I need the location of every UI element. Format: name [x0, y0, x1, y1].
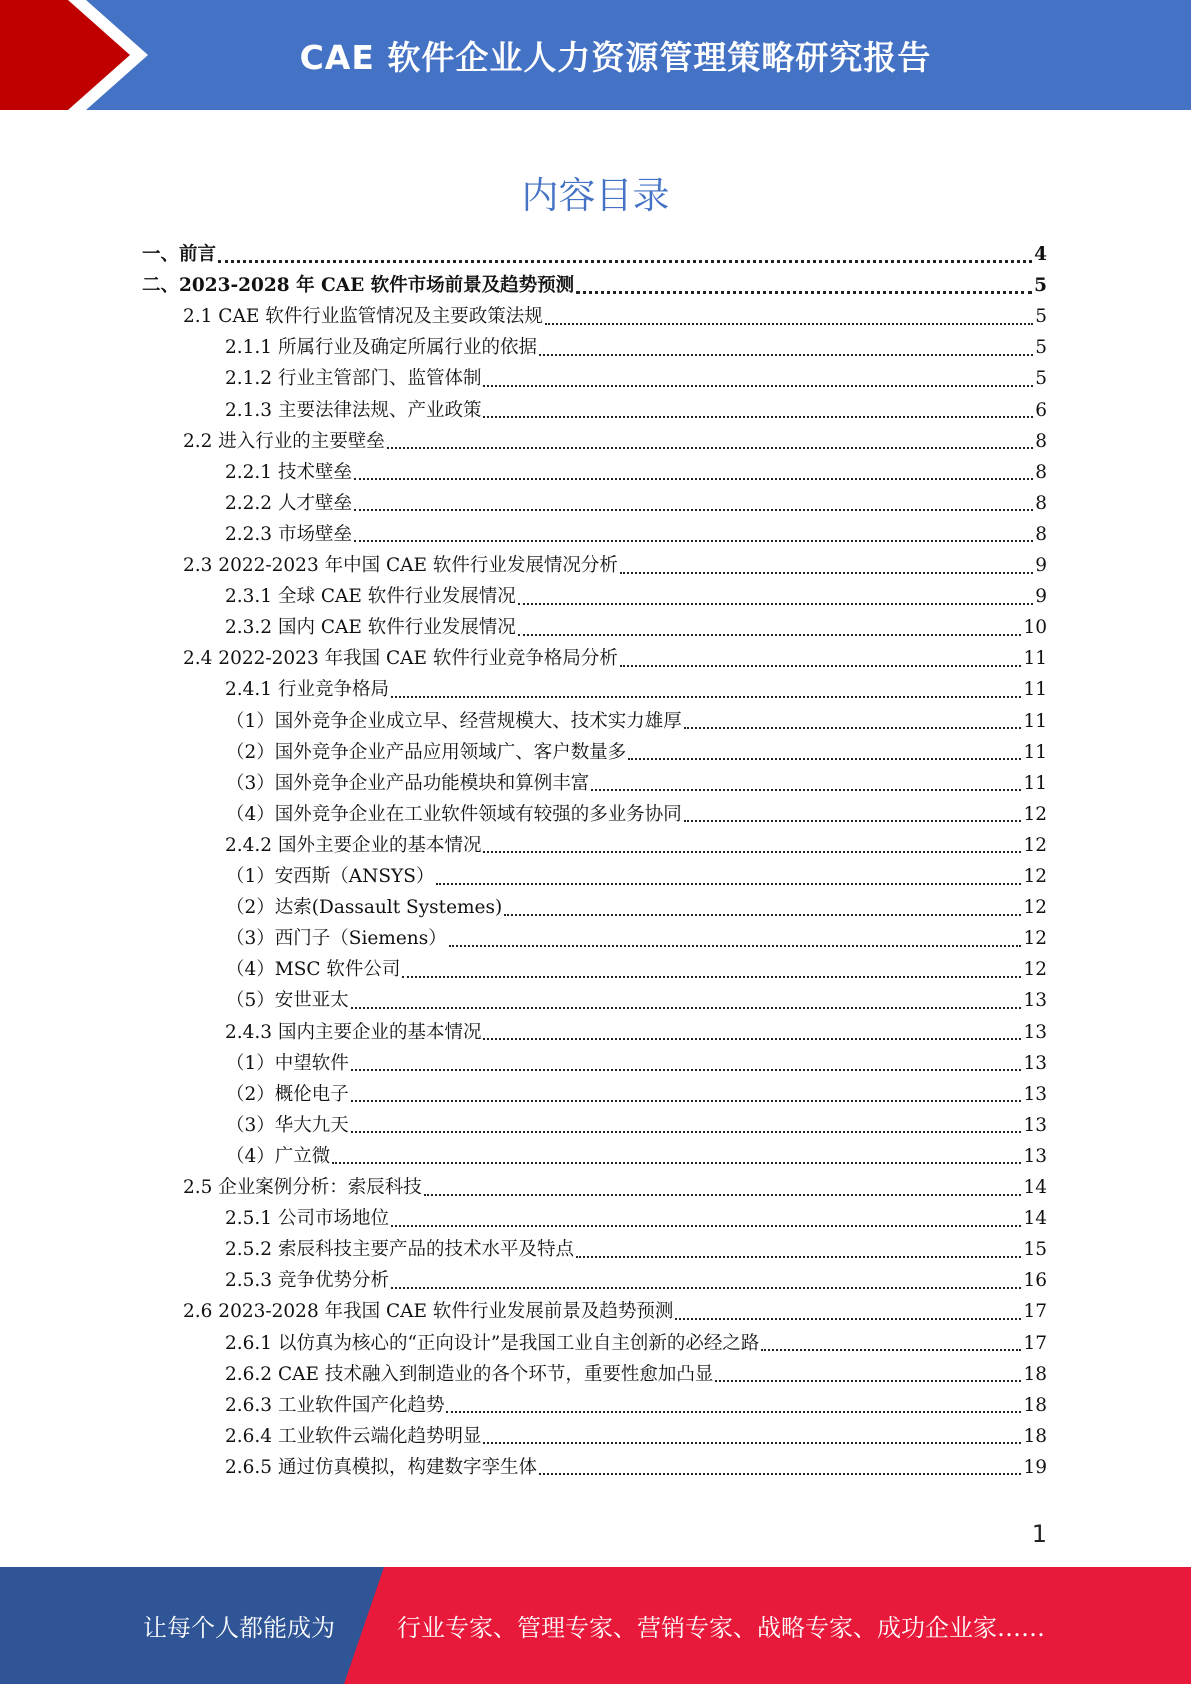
toc-dot-leader	[591, 789, 1021, 791]
toc-entry-page: 14	[1023, 1177, 1047, 1198]
toc-entry-label: 2.5.2 索辰科技主要产品的技术水平及特点	[225, 1239, 574, 1261]
toc-entry-page: 13	[1023, 1021, 1047, 1043]
report-title: CAE 软件企业人力资源管理策略研究报告	[299, 37, 932, 77]
toc-entry-label: （3）华大九天	[226, 1114, 349, 1136]
toc-entry-label: 2.6.4 工业软件云端化趋势明显	[225, 1425, 482, 1447]
toc-entry-page: 14	[1023, 1208, 1047, 1230]
toc-entry[interactable]	[226, 985, 1047, 1016]
toc-dot-leader	[351, 1131, 1022, 1133]
toc-entry-label: （4）广立微	[226, 1145, 331, 1167]
toc-dot-leader	[684, 820, 1022, 822]
toc-entry-label: （5）安世亚太	[226, 990, 349, 1012]
toc-entry-label: 2.4.1 行业竞争格局	[225, 679, 389, 701]
toc-entry-page: 8	[1035, 430, 1047, 452]
toc-dot-leader	[539, 354, 1033, 356]
toc-entry[interactable]	[226, 1141, 1047, 1172]
toc-entry-label: 2.6 2023-2028 年我国 CAE 软件行业发展前景及趋势预测	[183, 1301, 674, 1323]
toc-entry[interactable]	[225, 1390, 1047, 1421]
toc-dot-leader	[504, 914, 1021, 916]
toc-entry-label: （4）MSC 软件公司	[226, 959, 401, 981]
toc-entry[interactable]	[226, 768, 1047, 799]
toc-entry[interactable]	[225, 1203, 1047, 1234]
footer-slogan-right: 行业专家、管理专家、营销专家、战略专家、成功企业家……	[397, 1614, 1045, 1642]
toc-entry[interactable]	[225, 1359, 1047, 1390]
toc-dot-leader	[539, 1473, 1021, 1475]
toc-entry-label: 2.4 2022-2023 年我国 CAE 软件行业竞争格局分析	[183, 648, 618, 670]
toc-entry[interactable]	[225, 1017, 1047, 1048]
toc-entry-label: 2.4.2 国外主要企业的基本情况	[225, 834, 482, 856]
toc-entry[interactable]	[225, 1234, 1047, 1265]
toc-entry-label: （1）中望软件	[226, 1052, 349, 1074]
toc-entry-label: （3）西门子（Siemens）	[226, 928, 447, 950]
toc-dot-leader	[620, 665, 1022, 667]
toc-dot-leader	[715, 1380, 1021, 1382]
toc-entry[interactable]	[226, 954, 1047, 985]
toc-entry-page: 11	[1023, 741, 1047, 763]
header-arrow-decoration	[0, 0, 160, 110]
footer-banner	[0, 1567, 1191, 1684]
toc-entry-label: （3）国外竞争企业产品功能模块和算例丰富	[226, 772, 590, 794]
toc-dot-leader	[761, 1349, 1021, 1351]
toc-dot-leader	[628, 758, 1021, 760]
toc-entry[interactable]	[225, 1265, 1047, 1296]
toc-dot-leader	[483, 385, 1033, 387]
toc-entry[interactable]	[183, 1296, 1047, 1327]
toc-entry[interactable]	[226, 1048, 1047, 1079]
toc-dot-leader	[354, 509, 1033, 511]
toc-entry-page: 8	[1035, 461, 1047, 483]
toc-entry-label: 2.6.5 通过仿真模拟，构建数字孪生体	[225, 1456, 537, 1478]
toc-dot-leader	[354, 478, 1033, 480]
toc-entry-page: 12	[1023, 803, 1047, 825]
toc-entry-page: 12	[1023, 928, 1047, 950]
toc-entry[interactable]	[183, 301, 1047, 332]
toc-entry-label: 2.5.3 竞争优势分析	[225, 1270, 389, 1292]
toc-entry-label: 2.5 企业案例分析：索辰科技	[183, 1177, 422, 1198]
toc-dot-leader	[684, 727, 1022, 729]
toc-entry-page: 16	[1023, 1270, 1047, 1292]
toc-entry[interactable]	[225, 395, 1047, 426]
toc-entry-label: 2.4.3 国内主要企业的基本情况	[225, 1021, 482, 1043]
toc-entry-label: 二、2023-2028 年 CAE 软件市场前景及趋势预测	[142, 275, 575, 297]
toc-dot-leader	[436, 883, 1021, 885]
toc-dot-leader	[576, 1256, 1021, 1258]
toc-entry-label: 2.6.1 以仿真为核心的“正向设计”是我国工业自主创新的必经之路	[225, 1332, 760, 1354]
toc-entry-label: 2.2.1 技术壁垒	[225, 461, 352, 483]
toc-entry-page: 5	[1034, 275, 1047, 297]
toc-entry-page: 11	[1023, 679, 1047, 701]
toc-entry-label: 2.2.3 市场壁垒	[225, 523, 352, 545]
toc-entry-page: 11	[1023, 648, 1047, 670]
toc-entry[interactable]	[226, 1079, 1047, 1110]
toc-entry[interactable]	[225, 1421, 1047, 1452]
toc-entry-page: 11	[1023, 710, 1047, 732]
toc-dot-leader	[483, 851, 1021, 853]
toc-dot-leader	[424, 1194, 1022, 1196]
toc-entry[interactable]	[225, 363, 1047, 394]
toc-dot-leader	[332, 1162, 1021, 1164]
toc-dot-leader	[402, 976, 1021, 978]
toc-entry[interactable]	[226, 706, 1047, 737]
toc-entry-page: 9	[1035, 555, 1047, 576]
toc-entry-label: （1）安西斯（ANSYS）	[226, 866, 435, 887]
toc-dot-leader	[483, 416, 1033, 418]
toc-dot-leader	[391, 696, 1021, 698]
toc-entry-page: 9	[1035, 586, 1047, 608]
toc-entry-label: 2.3.2 国内 CAE 软件行业发展情况	[225, 617, 516, 639]
toc-entry-label: 2.2 进入行业的主要壁垒	[183, 430, 385, 452]
toc-entry-page: 5	[1035, 306, 1047, 328]
toc-entry[interactable]	[183, 1172, 1047, 1203]
toc-entry-label: （4）国外竞争企业在工业软件领域有较强的多业务协同	[226, 803, 682, 825]
toc-entry-page: 11	[1023, 772, 1047, 794]
toc-entry-label: 2.1.3 主要法律法规、产业政策	[225, 399, 482, 421]
toc-entry[interactable]	[226, 923, 1047, 954]
toc-entry[interactable]	[225, 457, 1047, 488]
toc-entry-page: 8	[1035, 492, 1047, 514]
toc-entry-page: 19	[1023, 1456, 1047, 1478]
toc-entry[interactable]	[225, 674, 1047, 705]
toc-dot-leader	[391, 1287, 1021, 1289]
toc-entry-page: 12	[1023, 959, 1047, 981]
toc-entry-page: 18	[1023, 1363, 1047, 1385]
page-number: 1	[1031, 1520, 1047, 1548]
toc-dot-leader	[218, 260, 1032, 263]
toc-dot-leader	[391, 1225, 1021, 1227]
toc-entry-label: 2.6.2 CAE 技术融入到制造业的各个环节，重要性愈加凸显	[225, 1363, 714, 1385]
toc-entry-page: 12	[1023, 866, 1047, 887]
toc-dot-leader	[576, 291, 1032, 294]
toc-dot-leader	[351, 1007, 1022, 1009]
toc-entry[interactable]	[225, 830, 1047, 861]
toc-entry-page: 13	[1023, 1145, 1047, 1167]
toc-entry-label: 2.1.1 所属行业及确定所属行业的依据	[225, 337, 537, 359]
toc-entry[interactable]	[142, 270, 1047, 301]
toc-entry-page: 10	[1023, 617, 1047, 639]
toc-entry-page: 17	[1023, 1332, 1047, 1354]
toc-entry-label: （2）国外竞争企业产品应用领域广、客户数量多	[226, 741, 627, 763]
toc-entry[interactable]	[225, 332, 1047, 363]
toc-entry[interactable]	[225, 1452, 1047, 1483]
toc-dot-leader	[518, 634, 1022, 636]
toc-entry-page: 6	[1035, 399, 1047, 421]
toc-entry-page: 5	[1035, 368, 1047, 390]
toc-entry-page: 12	[1023, 834, 1047, 856]
toc-entry-page: 5	[1035, 337, 1047, 359]
toc-dot-leader	[545, 323, 1034, 325]
toc-entry[interactable]	[226, 737, 1047, 768]
toc-dot-leader	[387, 447, 1033, 449]
toc-entry[interactable]	[225, 581, 1047, 612]
toc-entry-page: 17	[1023, 1301, 1047, 1323]
toc-entry[interactable]	[142, 239, 1047, 270]
toc-entry[interactable]	[225, 1328, 1047, 1359]
toc-entry[interactable]	[225, 488, 1047, 519]
toc-dot-leader	[483, 1442, 1021, 1444]
toc-entry-label: （1）国外竞争企业成立早、经营规模大、技术实力雄厚	[226, 710, 682, 732]
toc-entry-page: 12	[1023, 897, 1047, 919]
toc-dot-leader	[449, 945, 1022, 947]
toc-entry[interactable]	[226, 799, 1047, 830]
toc-dot-leader	[518, 603, 1033, 605]
toc-dot-leader	[483, 1038, 1021, 1040]
toc-dot-leader	[446, 1411, 1021, 1413]
toc-entry-page: 13	[1023, 1083, 1047, 1105]
toc-dot-leader	[675, 1318, 1021, 1320]
footer-slogan-left: 让每个人都能成为	[143, 1614, 335, 1642]
toc-entry[interactable]	[226, 1110, 1047, 1141]
header-banner	[0, 0, 1191, 110]
toc-entry-page: 4	[1034, 244, 1047, 265]
toc-entry[interactable]	[183, 550, 1047, 581]
toc-entry-page: 13	[1023, 1052, 1047, 1074]
toc-entry-page: 13	[1023, 1114, 1047, 1136]
toc-entry-label: 2.1 CAE 软件行业监管情况及主要政策法规	[183, 306, 543, 328]
toc-dot-leader	[620, 572, 1033, 574]
toc-entry-page: 18	[1023, 1425, 1047, 1447]
toc-entry[interactable]	[183, 426, 1047, 457]
toc-entry-page: 18	[1023, 1394, 1047, 1416]
toc-dot-leader	[351, 1069, 1022, 1071]
toc-entry-label: 一、前言	[142, 244, 217, 265]
toc-dot-leader	[351, 1100, 1022, 1102]
toc-entry[interactable]	[226, 892, 1047, 923]
toc-entry-label: （2）概伦电子	[226, 1083, 349, 1105]
toc-entry-label: 2.6.3 工业软件国产化趋势	[225, 1394, 445, 1416]
toc-entry[interactable]	[225, 519, 1047, 550]
toc-entry[interactable]	[225, 612, 1047, 643]
toc-entry-label: 2.3.1 全球 CAE 软件行业发展情况	[225, 586, 516, 608]
toc-entry[interactable]	[226, 861, 1047, 892]
toc-entry-page: 13	[1023, 990, 1047, 1012]
toc-entry-label: 2.2.2 人才壁垒	[225, 492, 352, 514]
toc-entry-label: （2）达索(Dassault Systemes)	[226, 897, 503, 919]
toc-entry-label: 2.5.1 公司市场地位	[225, 1208, 389, 1230]
toc-entry-page: 15	[1023, 1239, 1047, 1261]
toc-entry[interactable]	[183, 643, 1047, 674]
toc-entry-label: 2.1.2 行业主管部门、监管体制	[225, 368, 482, 390]
toc-entry-label: 2.3 2022-2023 年中国 CAE 软件行业发展情况分析	[183, 555, 618, 576]
toc-dot-leader	[354, 540, 1033, 542]
toc-entry-page: 8	[1035, 523, 1047, 545]
page-title: 内容目录	[521, 174, 670, 217]
